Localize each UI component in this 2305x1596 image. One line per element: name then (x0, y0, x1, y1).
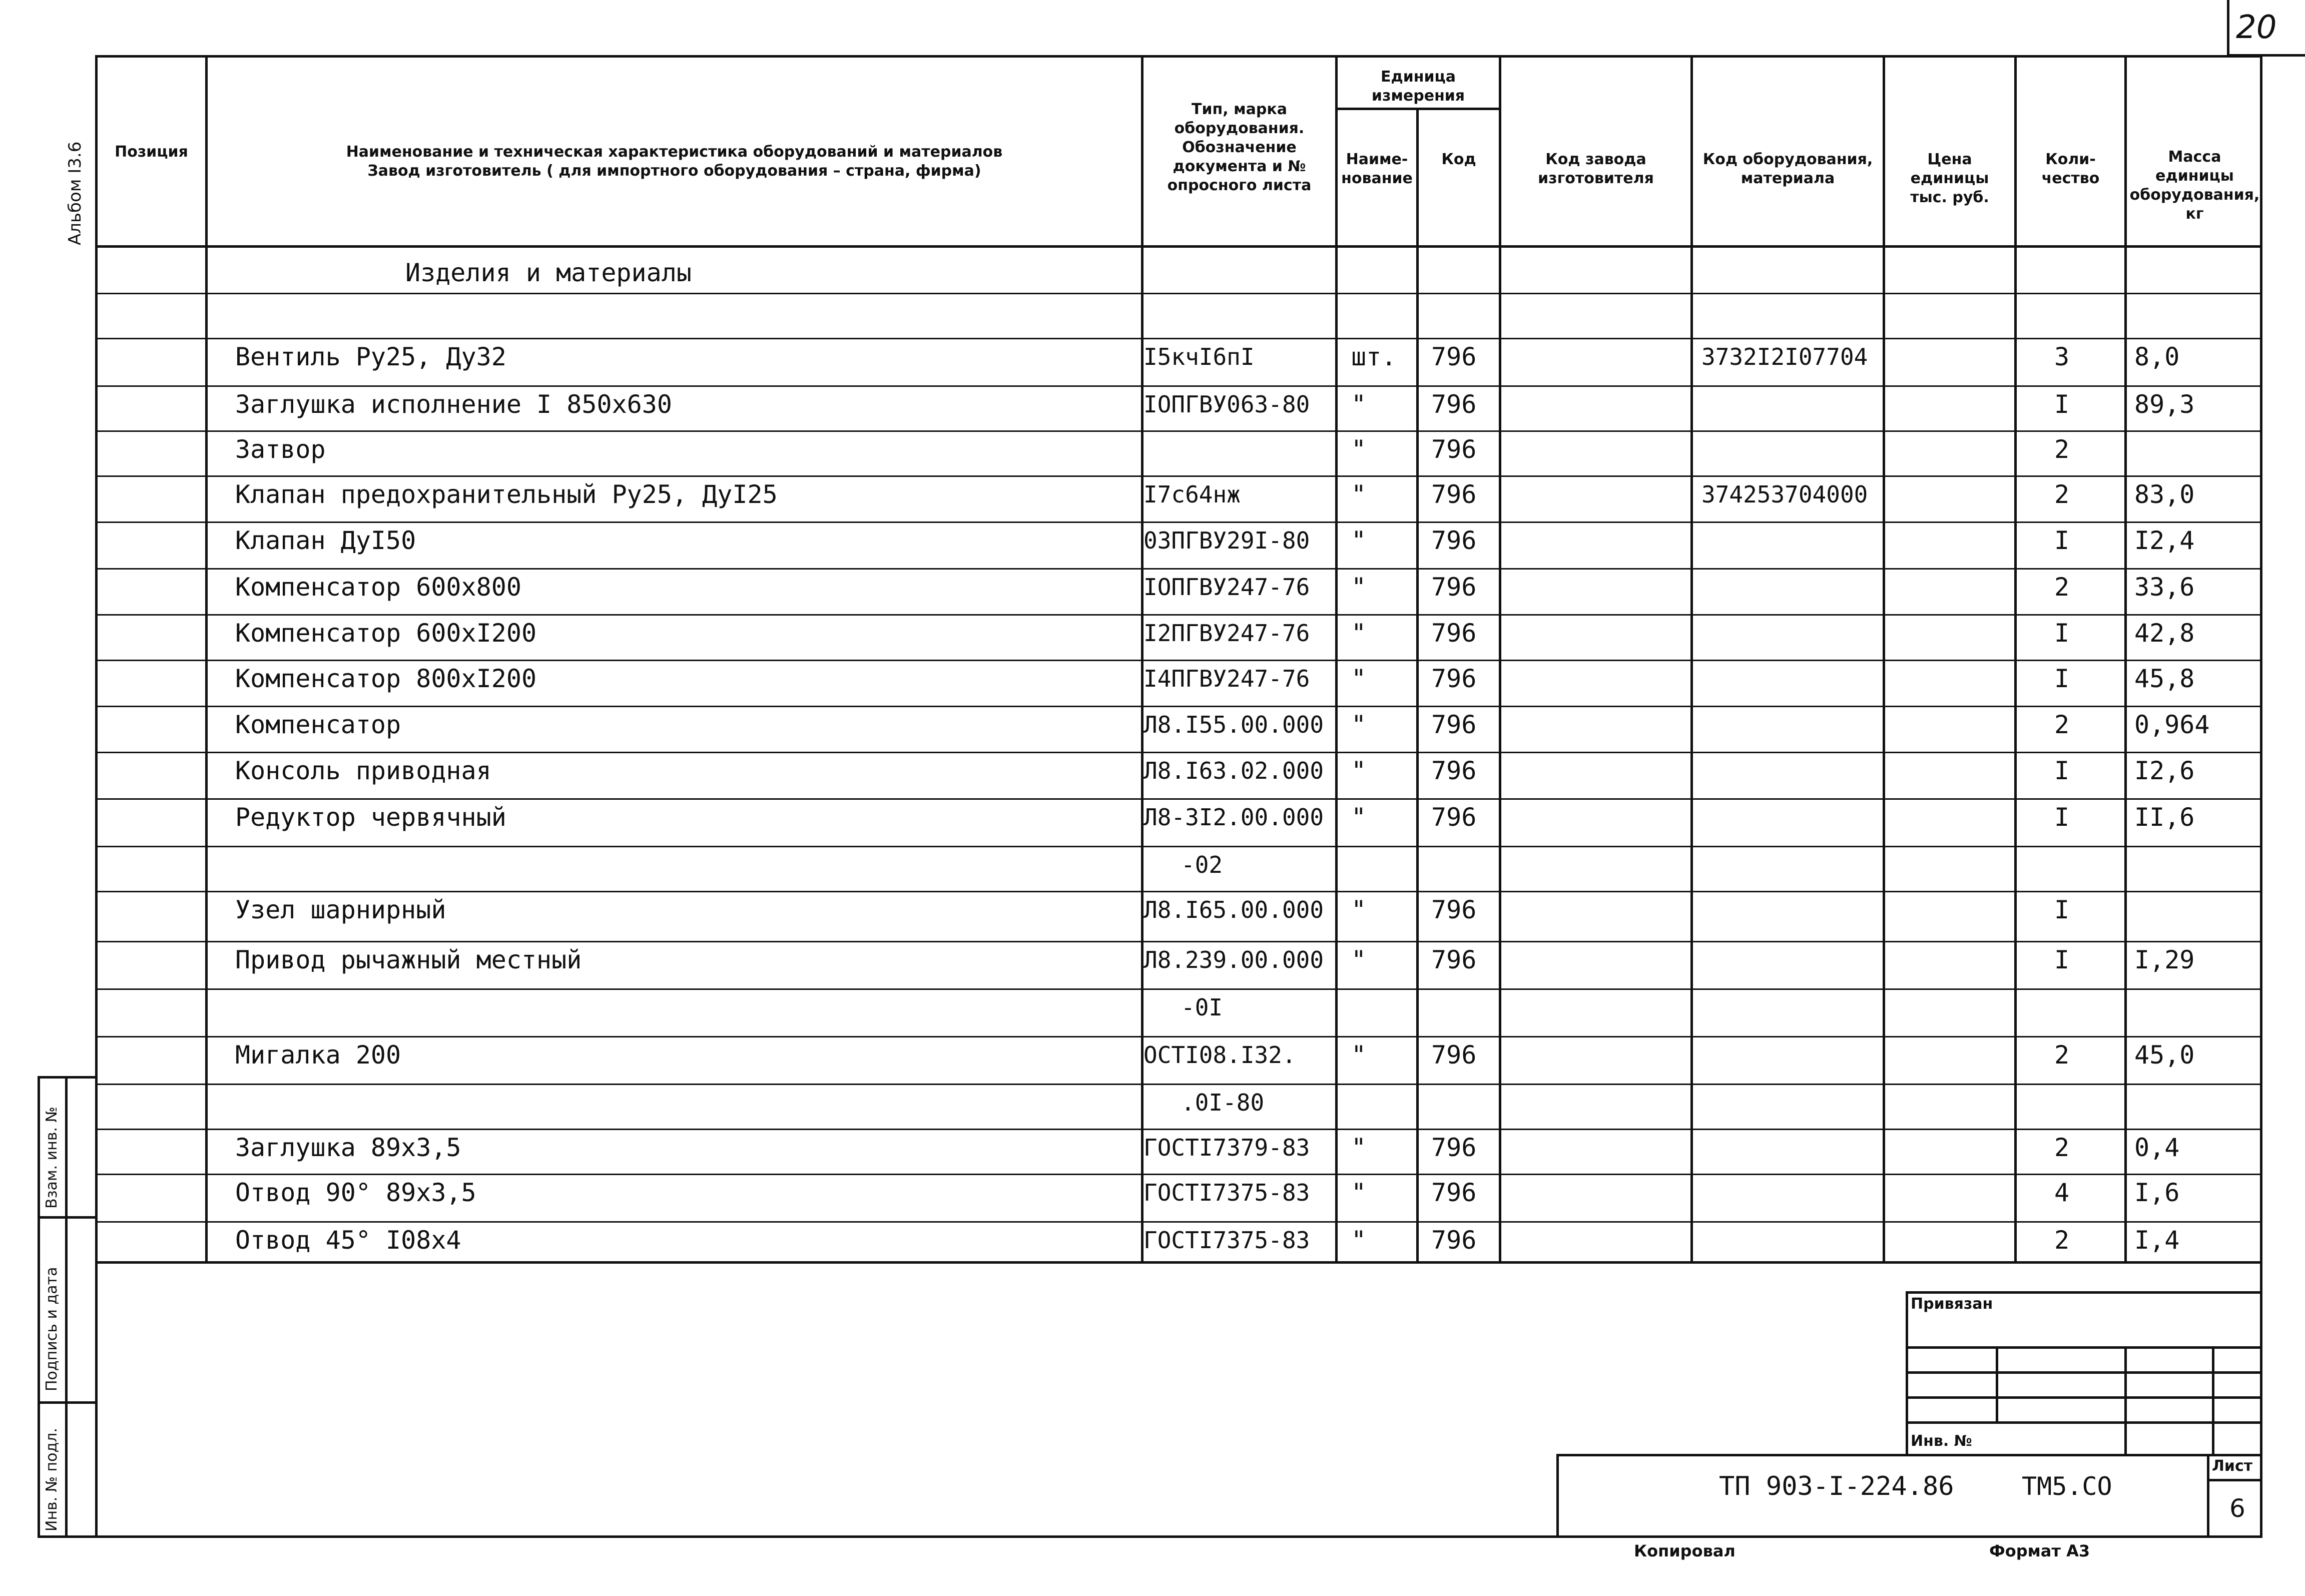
stamp-line-b (1906, 1371, 2262, 1374)
row-type: I2ПГВУ247-76 (1143, 620, 1310, 647)
row-unit: " (1351, 1226, 1367, 1255)
row-mass: 0,964 (2134, 710, 2210, 739)
row-quantity: I (2054, 664, 2070, 693)
stamp-doc-mark: ТМ5.СО (2022, 1472, 2112, 1501)
row-unit: шт. (1351, 342, 1397, 371)
row-name: Вентиль Ру25, Ду32 (235, 342, 506, 371)
row-unit: " (1351, 619, 1367, 648)
row-name: Компенсатор 800xI200 (235, 664, 537, 693)
row-code: 796 (1431, 945, 1477, 974)
row-mass: 42,8 (2134, 619, 2195, 648)
row-code: 796 (1431, 803, 1477, 832)
stamp-vline-a (1996, 1346, 1998, 1421)
header-type: Тип, марка оборудования. Обозначение документа и № опросного листа (1167, 101, 1312, 194)
row-quantity: 3 (2054, 342, 2070, 371)
row-separator (95, 338, 2262, 339)
row-mass: 33,6 (2134, 573, 2195, 602)
row-name: Редуктор червячный (235, 803, 506, 832)
left-strip-podpis: Подпись и дата (43, 1267, 61, 1391)
row-type: Л8-3I2.00.000 (1143, 804, 1324, 831)
header-unit-code: Код (1441, 151, 1476, 168)
section-title: Изделия и материалы (405, 258, 692, 287)
header-unit-group: Единица измерения (1371, 68, 1465, 105)
stamp-doc-code: ТП 903-I-224.86 (1719, 1471, 1954, 1501)
row-type: -02 (1181, 851, 1223, 878)
row-quantity: 4 (2054, 1178, 2070, 1207)
row-code: 796 (1431, 1178, 1477, 1207)
row-separator (95, 798, 2262, 800)
stamp-list-divider (2207, 1454, 2209, 1538)
stamp-vline-b (2124, 1346, 2127, 1456)
footer-copied: Копировал (1634, 1541, 1736, 1560)
stamp-privyazan: Привязан (1911, 1295, 1993, 1313)
row-quantity: I (2054, 945, 2070, 974)
header-name: Наименование и техническая характеристика оборудований и материалов Завод изготовитель ( для импортного оборудования – страна, фирма) (346, 143, 1003, 180)
row-code: 796 (1431, 895, 1477, 924)
header-position: Позиция (115, 143, 188, 161)
row-name: Консоль приводная (235, 756, 491, 785)
row-code: 796 (1431, 1133, 1477, 1162)
row-type: ГОСТI7375-83 (1143, 1179, 1310, 1206)
row-code: 796 (1431, 1226, 1477, 1255)
row-unit: " (1351, 803, 1367, 832)
col-line-4 (1416, 108, 1419, 1264)
row-mass: I,4 (2134, 1226, 2180, 1255)
stamp-vline-c (2212, 1346, 2214, 1456)
row-separator (95, 846, 2262, 847)
row-quantity: 2 (2054, 1133, 2070, 1162)
stamp-inv-no: Инв. № (1911, 1432, 1972, 1450)
row-separator (95, 1084, 2262, 1085)
row-name: Заглушка исполнение I 850x630 (235, 390, 672, 419)
row-quantity: I (2054, 619, 2070, 648)
row-type: IОПГВУ063-80 (1143, 391, 1310, 418)
row-type: ОСТI08.I32. (1143, 1041, 1296, 1069)
row-type: ГОСТI7375-83 (1143, 1227, 1310, 1254)
row-name: Узел шарнирный (235, 895, 446, 924)
row-quantity: I (2054, 390, 2070, 419)
row-mass: I2,4 (2134, 526, 2195, 555)
footer-format: Формат А3 (1989, 1541, 2090, 1560)
sheet-number-top: 20 (2236, 9, 2277, 46)
header-unit-name: Наиме- нование (1341, 151, 1413, 187)
row-quantity: I (2054, 756, 2070, 785)
row-separator (95, 475, 2262, 477)
row-name: Клапан ДуI50 (235, 526, 416, 555)
left-strip-line-1 (38, 1216, 98, 1219)
stamp-line-a (1906, 1346, 2262, 1349)
row-unit: " (1351, 945, 1367, 974)
row-type: -0I (1181, 994, 1223, 1021)
row-separator (95, 293, 2262, 294)
row-quantity: I (2054, 526, 2070, 555)
left-strip-line-2 (38, 1401, 98, 1404)
row-quantity: 2 (2054, 573, 2070, 602)
row-name: Клапан предохранительный Ру25, ДуI25 (235, 480, 778, 509)
row-separator (95, 430, 2262, 432)
row-quantity: 2 (2054, 435, 2070, 464)
row-unit: " (1351, 526, 1367, 555)
row-unit: " (1351, 710, 1367, 739)
row-type: I7с64нж (1143, 481, 1241, 508)
row-quantity: I (2054, 803, 2070, 832)
row-separator (95, 660, 2262, 661)
row-unit: " (1351, 1178, 1367, 1207)
row-name: Отвод 90° 89x3,5 (235, 1178, 476, 1207)
row-unit: " (1351, 664, 1367, 693)
row-type: 03ПГВУ29I-80 (1143, 527, 1310, 554)
row-unit: " (1351, 895, 1367, 924)
row-equip-code: 374253704000 (1701, 481, 1868, 508)
stamp-line-d (1906, 1421, 2262, 1424)
row-name: Компенсатор (235, 710, 401, 739)
left-strip-inv: Инв. № подл. (43, 1428, 61, 1531)
row-code: 796 (1431, 756, 1477, 785)
header-price: Цена единицы тыс. руб. (1910, 151, 1989, 206)
row-unit: " (1351, 756, 1367, 785)
row-mass: 0,4 (2134, 1133, 2180, 1162)
row-separator (95, 1129, 2262, 1130)
row-code: 796 (1431, 526, 1477, 555)
row-name: Заглушка 89x3,5 (235, 1133, 461, 1162)
row-unit: " (1351, 1040, 1367, 1070)
row-code: 796 (1431, 435, 1477, 464)
album-label: Альбом I3.6 (65, 141, 85, 245)
row-separator (95, 706, 2262, 707)
row-mass: I,6 (2134, 1178, 2180, 1207)
row-unit: " (1351, 480, 1367, 509)
row-separator (95, 941, 2262, 942)
table-bottom-line (95, 1261, 2262, 1264)
header-bottom-line (95, 245, 2262, 248)
row-type: I5кчI6пI (1143, 343, 1255, 370)
row-type: ГОСТI7379-83 (1143, 1134, 1310, 1161)
row-separator (95, 752, 2262, 753)
header-equip-code: Код оборудования, материала (1702, 151, 1873, 187)
row-code: 796 (1431, 390, 1477, 419)
row-type: Л8.I63.02.000 (1143, 757, 1324, 784)
row-separator (95, 614, 2262, 616)
row-quantity: 2 (2054, 1226, 2070, 1255)
row-code: 796 (1431, 480, 1477, 509)
row-quantity: 2 (2054, 710, 2070, 739)
left-strip-vzam: Взам. инв. № (43, 1107, 61, 1209)
row-type: .0I-80 (1181, 1089, 1265, 1116)
row-name: Привод рычажный местный (235, 945, 582, 974)
row-mass: 45,8 (2134, 664, 2195, 693)
row-separator (95, 1174, 2262, 1175)
left-strip-divider (65, 1076, 68, 1538)
row-type: Л8.I65.00.000 (1143, 896, 1324, 923)
stamp-line-c (1906, 1396, 2262, 1399)
row-type: IОПГВУ247-76 (1143, 574, 1310, 601)
row-separator (95, 1036, 2262, 1037)
row-name: Компенсатор 600xI200 (235, 619, 537, 648)
stamp-list-number: 6 (2229, 1494, 2245, 1523)
row-mass: 83,0 (2134, 480, 2195, 509)
row-separator (95, 988, 2262, 990)
row-quantity: 2 (2054, 1040, 2070, 1070)
row-mass: 89,3 (2134, 390, 2195, 419)
row-code: 796 (1431, 664, 1477, 693)
row-name: Отвод 45° I08x4 (235, 1226, 461, 1255)
row-separator (95, 521, 2262, 523)
row-name: Компенсатор 600x800 (235, 573, 521, 602)
stamp-list-label: Лист (2212, 1457, 2253, 1475)
stamp-list-line (2207, 1479, 2262, 1481)
row-unit: " (1351, 390, 1367, 419)
row-unit: " (1351, 1133, 1367, 1162)
unit-group-line (1335, 108, 1501, 110)
header-factory-code: Код завода изготовителя (1538, 151, 1654, 187)
row-type: Л8.239.00.000 (1143, 946, 1324, 973)
row-code: 796 (1431, 1040, 1477, 1070)
header-quantity: Коли- чество (2041, 151, 2100, 187)
row-code: 796 (1431, 342, 1477, 371)
row-quantity: 2 (2054, 480, 2070, 509)
row-separator (95, 1221, 2262, 1223)
row-separator (95, 385, 2262, 387)
row-mass: II,6 (2134, 803, 2195, 832)
row-mass: I2,6 (2134, 756, 2195, 785)
header-mass: Масса единицы оборудования, кг (2129, 148, 2260, 223)
row-separator (95, 891, 2262, 892)
row-mass: I,29 (2134, 945, 2195, 974)
row-name: Затвор (235, 435, 326, 464)
row-equip-code: 3732I2I07704 (1701, 343, 1868, 370)
row-type: I4ПГВУ247-76 (1143, 665, 1310, 692)
row-mass: 8,0 (2134, 342, 2180, 371)
row-name: Мигалка 200 (235, 1040, 401, 1070)
row-separator (95, 568, 2262, 570)
row-mass: 45,0 (2134, 1040, 2195, 1070)
row-unit: " (1351, 573, 1367, 602)
row-code: 796 (1431, 710, 1477, 739)
row-unit: " (1351, 435, 1367, 464)
row-code: 796 (1431, 619, 1477, 648)
stamp-privyazan-box (1906, 1291, 2262, 1456)
row-code: 796 (1431, 573, 1477, 602)
row-type: Л8.I55.00.000 (1143, 711, 1324, 738)
row-quantity: I (2054, 895, 2070, 924)
top-tick-line (2227, 0, 2229, 55)
